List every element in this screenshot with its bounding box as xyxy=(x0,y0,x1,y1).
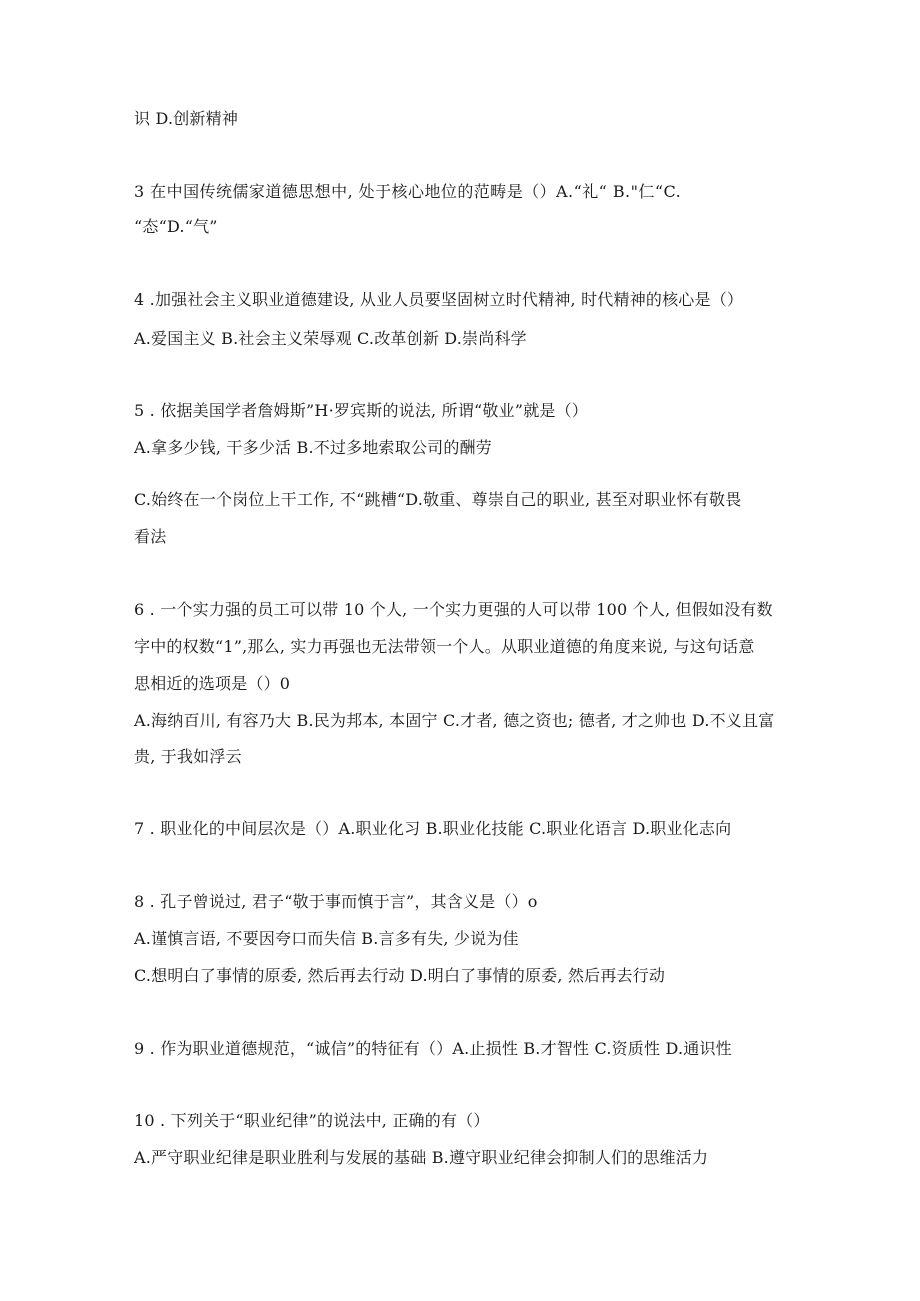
question-8-stem: 8 . 孔子曾说过, 君子“敬于事而慎于言”，其含义是（）o xyxy=(134,892,538,911)
question-5-options-ab: A.拿多少钱, 干多少活 B.不过多地索取公司的酬劳 xyxy=(134,438,492,457)
question-6-stem-1: 6 . 一个实力强的员工可以带 10 个人, 一个实力更强的人可以带 100 个人, 但假如没有数 xyxy=(134,600,773,619)
question-6-stem-3: 思相近的选项是（）0 xyxy=(134,674,291,693)
question-5-options-cd-cont: 看法 xyxy=(134,527,167,546)
text-line-option-d: 识 D.创新精神 xyxy=(134,109,239,128)
question-3-line-1: 3 在中国传统儒家道德思想中, 处于核心地位的范畴是（）A.“礼“ B."仁“C. xyxy=(134,182,682,201)
question-7: 7 . 职业化的中间层次是（）A.职业化习 B.职业化技能 C.职业化语言 D.职业化志向 xyxy=(134,819,732,838)
question-8-options-ab: A.谨慎言语, 不要因夸口而失信 B.言多有失, 少说为佳 xyxy=(134,929,519,948)
question-6-stem-2: 字中的权数“1”,那么, 实力再强也无法带领一个人。从职业道德的角度来说, 与这句话意 xyxy=(134,637,755,656)
question-6-options-cont: 贵, 于我如浮云 xyxy=(134,747,242,766)
question-5-stem: 5 . 依据美国学者詹姆斯”H·罗宾斯的说法, 所谓“敬业”就是（） xyxy=(134,401,588,420)
question-9: 9 . 作为职业道德规范，“诚信”的特征有（）A.止损性 B.才智性 C.资质性 D.通识性 xyxy=(134,1039,732,1058)
question-10-stem: 10 . 下列关于“职业纪律”的说法中, 正确的有（） xyxy=(134,1111,490,1130)
question-6-options: A.海纳百川, 有容乃大 B.民为邦本, 本固宁 C.才者, 德之资也; 德者, 才之帅也 D.不义且富 xyxy=(134,711,775,730)
question-3-line-2: “态“D.“气” xyxy=(134,217,218,236)
question-5-options-cd: C.始终在一个岗位上干工作, 不“跳槽“D.敬重、尊崇自己的职业, 甚至对职业怀有敬畏 xyxy=(134,490,742,509)
question-10-options: A.严守职业纪律是职业胜利与发展的基础 B.遵守职业纪律会抑制人们的思维活力 xyxy=(134,1148,709,1167)
question-4-options: A.爱国主义 B.社会主义荣辱观 C.改革创新 D.崇尚科学 xyxy=(134,329,527,348)
question-8-options-cd: C.想明白了事情的原委, 然后再去行动 D.明白了事情的原委, 然后再去行动 xyxy=(134,966,666,985)
question-4-stem: 4 .加强社会主义职业道德建设, 从业人员要坚固树立时代精神, 时代精神的核心是（） xyxy=(134,290,744,309)
